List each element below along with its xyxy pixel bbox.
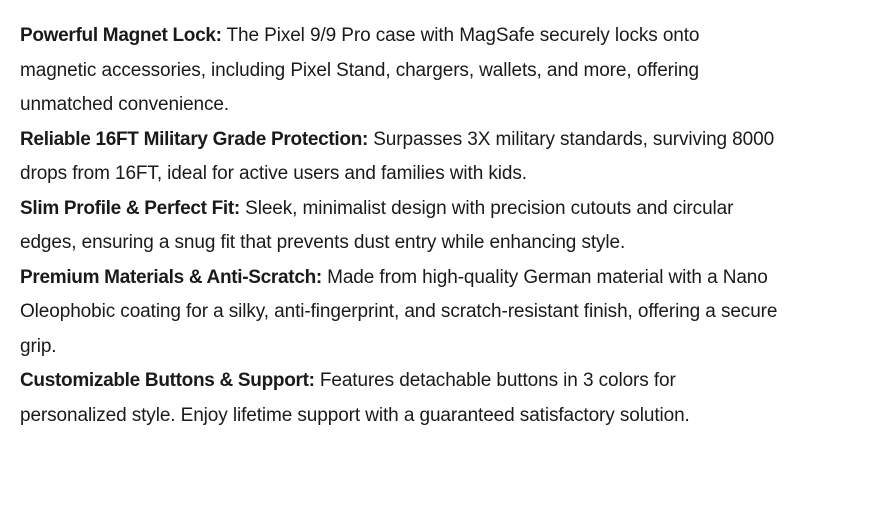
feature-list [20, 19, 780, 433]
feature-title: Customizable Buttons & Support: [20, 370, 315, 391]
feature-premium-materials [20, 261, 780, 365]
feature-title: Premium Materials & Anti-Scratch: [20, 266, 322, 288]
feature-customizable-buttons [20, 364, 780, 433]
feature-title: Reliable 16FT Military Grade Protection: [20, 128, 369, 150]
feature-description: Surpasses 3X military standards, surviving 8000 drops from 16FT, ideal for active users and families with kids. [20, 128, 775, 184]
feature-description: Sleek, minimalist design with precision cutouts and circular edges, ensuring a snug fit that prevents dust entry while enhancing style. [20, 197, 734, 253]
feature-slim-profile [20, 192, 780, 261]
feature-military-protection [20, 123, 780, 192]
feature-description: The Pixel 9/9 Pro case with MagSafe securely locks onto magnetic accessories, including Pixel Stand, chargers, wallets, and more, offering unmatched convenience. [20, 25, 700, 115]
feature-title: Powerful Magnet Lock: [20, 25, 222, 46]
feature-description: Features detachable buttons in 3 colors for personalized style. Enjoy lifetime support with a guaranteed satisfactory solution. [20, 370, 690, 426]
feature-title: Slim Profile & Perfect Fit: [20, 197, 240, 219]
feature-description: Made from high-quality German material with a Nano Oleophobic coating for a silky, anti-fingerprint, and scratch-resistant finish, offering a secure grip. [20, 266, 778, 357]
feature-magnet-lock [20, 19, 780, 123]
